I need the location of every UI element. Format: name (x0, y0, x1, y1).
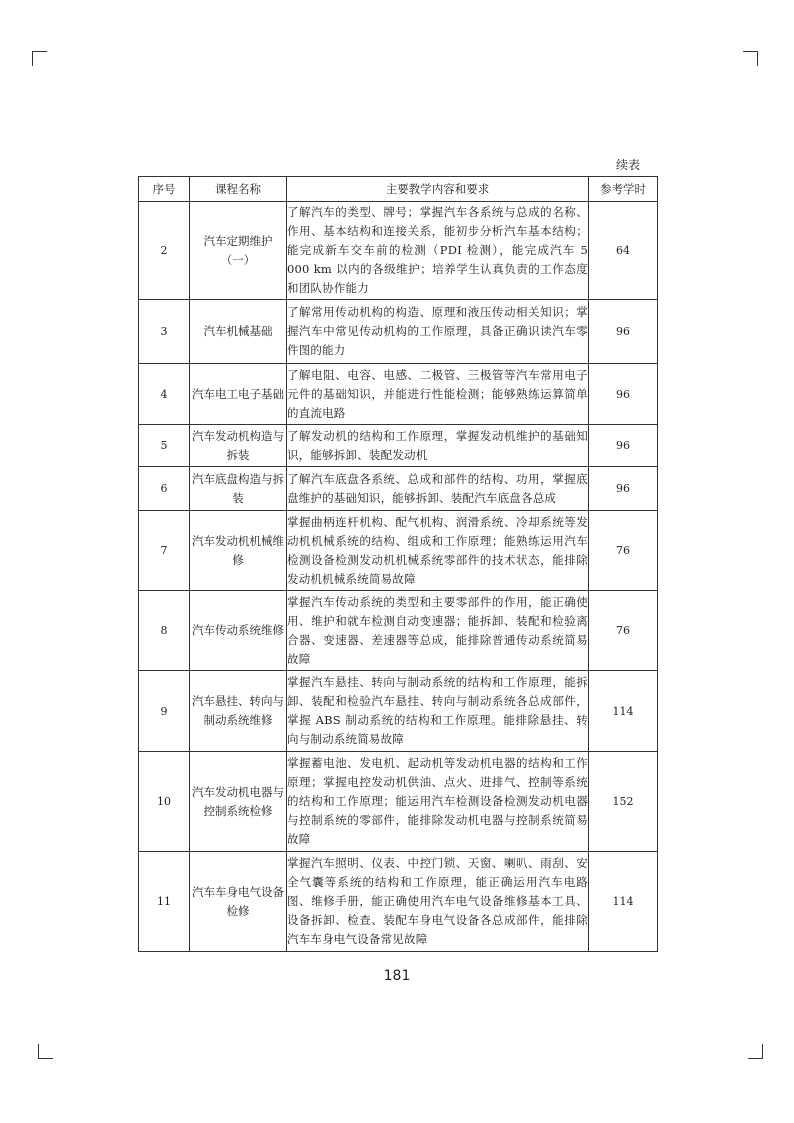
row-hours: 114 (589, 671, 658, 752)
row-content: 掌握蓄电池、发电机、起动机等发动机电器的结构和工作原理；掌握电控发动机供油、点火、进排气、控制等系统的结构和工作原理；能运用汽车检测设备检测发动机电器与控制系统的零部件，能排除发动机电器与控制系统简易故障 (287, 752, 589, 852)
row-hours: 76 (589, 511, 658, 591)
row-content: 了解常用传动机构的构造、原理和液压传动相关知识；掌握汽车中常见传动机构的工作原理，具备正确识读汽车零件图的能力 (287, 300, 589, 364)
row-course-name: 汽车机械基础 (190, 300, 287, 364)
row-content: 掌握汽车照明、仪表、中控门锁、天窗、喇叭、雨刮、安全气囊等系统的结构和工作原理，能正确运用汽车电路图、维修手册，能正确使用汽车电气设备维修基本工具、设备拆卸、检查、装配车身电气设备各总成部件，能排除汽车车身电气设备常见故障 (287, 852, 589, 952)
row-hours: 96 (589, 300, 658, 364)
row-no: 10 (139, 752, 190, 852)
row-content: 了解汽车底盘各系统、总成和部件的结构、功用，掌握底盘维护的基础知识，能够拆卸、装配汽车底盘各总成 (287, 467, 589, 511)
row-no: 4 (139, 364, 190, 425)
row-course-name: 汽车发动机电器与控制系统检修 (190, 752, 287, 852)
row-no: 8 (139, 591, 190, 671)
row-hours: 96 (589, 364, 658, 425)
row-no: 2 (139, 202, 190, 300)
row-no: 9 (139, 671, 190, 752)
header-hours: 参考学时 (589, 177, 658, 202)
row-content: 了解汽车的类型、牌号；掌握汽车各系统与总成的名称、作用、基本结构和连接关系，能初步分析汽车基本结构；能完成新车交车前的检测（PDI 检测），能完成汽车 5 000 km 以内的各级维护；培养学生认真负责的工作态度和团队协作能力 (287, 202, 589, 300)
row-course-name: 汽车底盘构造与拆装 (190, 467, 287, 511)
table-row (139, 300, 658, 364)
header-content: 主要教学内容和要求 (287, 177, 589, 202)
row-course-name: 汽车传动系统维修 (190, 591, 287, 671)
row-course-name: 汽车定期维护（一） (190, 202, 287, 300)
row-content: 了解发动机的结构和工作原理，掌握发动机维护的基础知识，能够拆卸、装配发动机 (287, 425, 589, 467)
header-no: 序号 (139, 177, 190, 202)
table-row (139, 511, 658, 591)
table-row (139, 671, 658, 752)
table-row (139, 425, 658, 467)
crop-mark-top-right (743, 51, 758, 66)
table-header-row (139, 177, 658, 202)
table-row (139, 364, 658, 425)
table-row (139, 202, 658, 300)
row-course-name: 汽车车身电气设备检修 (190, 852, 287, 952)
table-row (139, 467, 658, 511)
row-no: 5 (139, 425, 190, 467)
row-content: 掌握汽车悬挂、转向与制动系统的结构和工作原理，能拆卸、装配和检验汽车悬挂、转向与制动系统各总成部件，掌握 ABS 制动系统的结构和工作原理。能排除悬挂、转向与制动系统简易故障 (287, 671, 589, 752)
row-content: 掌握汽车传动系统的类型和主要零部件的作用，能正确使用、维护和就车检测自动变速器；能拆卸、装配和检验离合器、变速器、差速器等总成，能排除普通传动系统简易故障 (287, 591, 589, 671)
row-hours: 114 (589, 852, 658, 952)
crop-mark-bottom-left (38, 1044, 53, 1059)
header-course-name: 课程名称 (190, 177, 287, 202)
row-no: 7 (139, 511, 190, 591)
continued-label: 续表 (615, 158, 640, 172)
course-table (138, 176, 658, 952)
row-course-name: 汽车悬挂、转向与制动系统维修 (190, 671, 287, 752)
crop-mark-bottom-right (748, 1044, 763, 1059)
row-no: 6 (139, 467, 190, 511)
row-content: 了解电阻、电容、电感、二极管、三极管等汽车常用电子元件的基础知识，并能进行性能检测；能够熟练运算简单的直流电路 (287, 364, 589, 425)
row-course-name: 汽车发动机机械维修 (190, 511, 287, 591)
row-hours: 152 (589, 752, 658, 852)
table-row (139, 591, 658, 671)
row-hours: 76 (589, 591, 658, 671)
row-course-name: 汽车发动机构造与拆装 (190, 425, 287, 467)
row-course-name: 汽车电工电子基础 (190, 364, 287, 425)
row-hours: 96 (589, 467, 658, 511)
crop-mark-top-left (32, 51, 47, 66)
table-row (139, 752, 658, 852)
page-number: 181 (383, 968, 411, 984)
table-row (139, 852, 658, 952)
row-no: 11 (139, 852, 190, 952)
row-hours: 96 (589, 425, 658, 467)
row-no: 3 (139, 300, 190, 364)
row-hours: 64 (589, 202, 658, 300)
row-content: 掌握曲柄连杆机构、配气机构、润滑系统、冷却系统等发动机机械系统的结构、组成和工作原理；能熟练运用汽车检测设备检测发动机机械系统零部件的技术状态，能排除发动机机械系统简易故障 (287, 511, 589, 591)
